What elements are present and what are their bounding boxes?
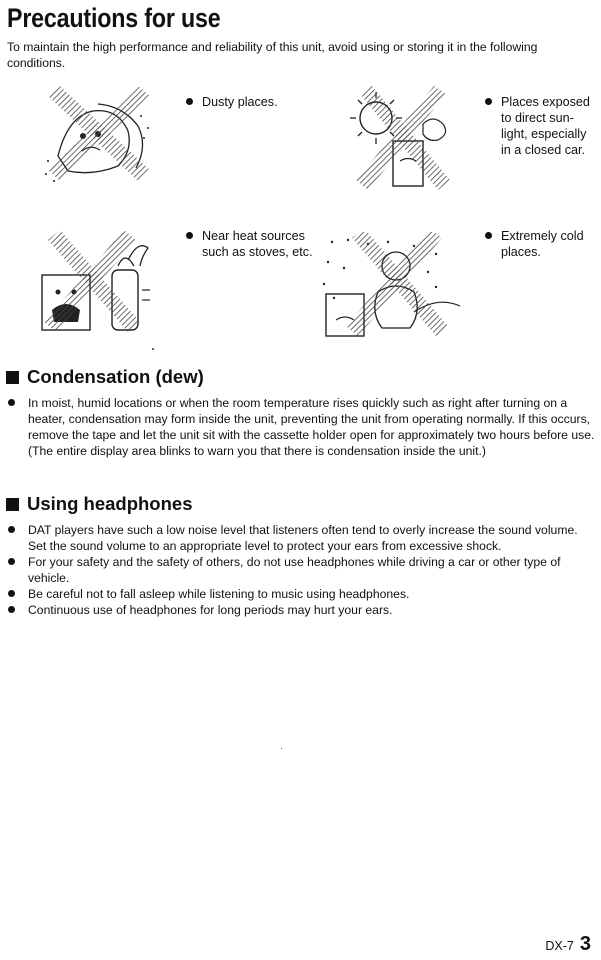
page-footer <box>545 933 591 956</box>
bullet-icon <box>186 232 193 239</box>
list-item: Be careful not to fall asleep while listening to music using headphones. <box>8 586 598 602</box>
list-item: For your safety and the safety of others, do not use headphones while driving a car or other type of vehicle. <box>8 554 598 586</box>
model-label: DX-7 <box>545 939 574 953</box>
bullet-icon <box>8 606 15 613</box>
print-speck <box>152 348 154 350</box>
dusty-places-illustration <box>38 86 158 186</box>
bullet-icon <box>485 98 492 105</box>
condition-cold: Extremely cold places. <box>485 228 597 260</box>
bullet-icon <box>8 590 15 597</box>
bullet-icon <box>8 526 15 533</box>
condensation-list <box>8 395 598 459</box>
list-item: DAT players have such a low noise level that listeners often tend to overly increase the sound volume. Set the sound volume to an appropriate level to protect your ears from excessive shock. <box>8 522 598 554</box>
bullet-icon <box>485 232 492 239</box>
bullet-icon <box>186 98 193 105</box>
print-speck <box>281 748 282 749</box>
page-title: Precautions for use <box>7 3 221 33</box>
condition-heat: Near heat sources such as stoves, etc. <box>186 228 316 260</box>
condensation-heading: Condensation (dew) <box>6 366 204 388</box>
section-square-icon <box>6 371 19 384</box>
condition-sunlight: Places exposed to direct sun-light, especially in a closed car. <box>485 94 597 158</box>
section-square-icon <box>6 498 19 511</box>
list-item: Continuous use of headphones for long periods may hurt your ears. <box>8 602 598 618</box>
headphones-list <box>8 522 598 618</box>
page-number: 3 <box>579 933 591 955</box>
headphones-heading: Using headphones <box>6 493 193 515</box>
cold-place-illustration <box>318 232 463 342</box>
bullet-icon <box>8 558 15 565</box>
direct-sunlight-illustration <box>338 86 458 196</box>
intro-text: To maintain the high performance and reliability of this unit, avoid using or storing it in the following conditions. <box>7 40 538 70</box>
condition-dusty: Dusty places. <box>186 94 326 110</box>
heat-source-illustration <box>30 230 160 340</box>
list-item: In moist, humid locations or when the room temperature rises quickly such as right after turning on a heater, condensation may form inside the unit, preventing the unit from operating normally. If this occurs, remove the tape and let the unit sit with the cassette holder open for approximately two hours before use. (The entire display area blinks to warn you that there is condensation inside the unit.) <box>8 395 598 459</box>
bullet-icon <box>8 399 15 406</box>
condensation-note: (The entire display area blinks to warn you that there is condensation inside the unit.) <box>28 444 486 458</box>
